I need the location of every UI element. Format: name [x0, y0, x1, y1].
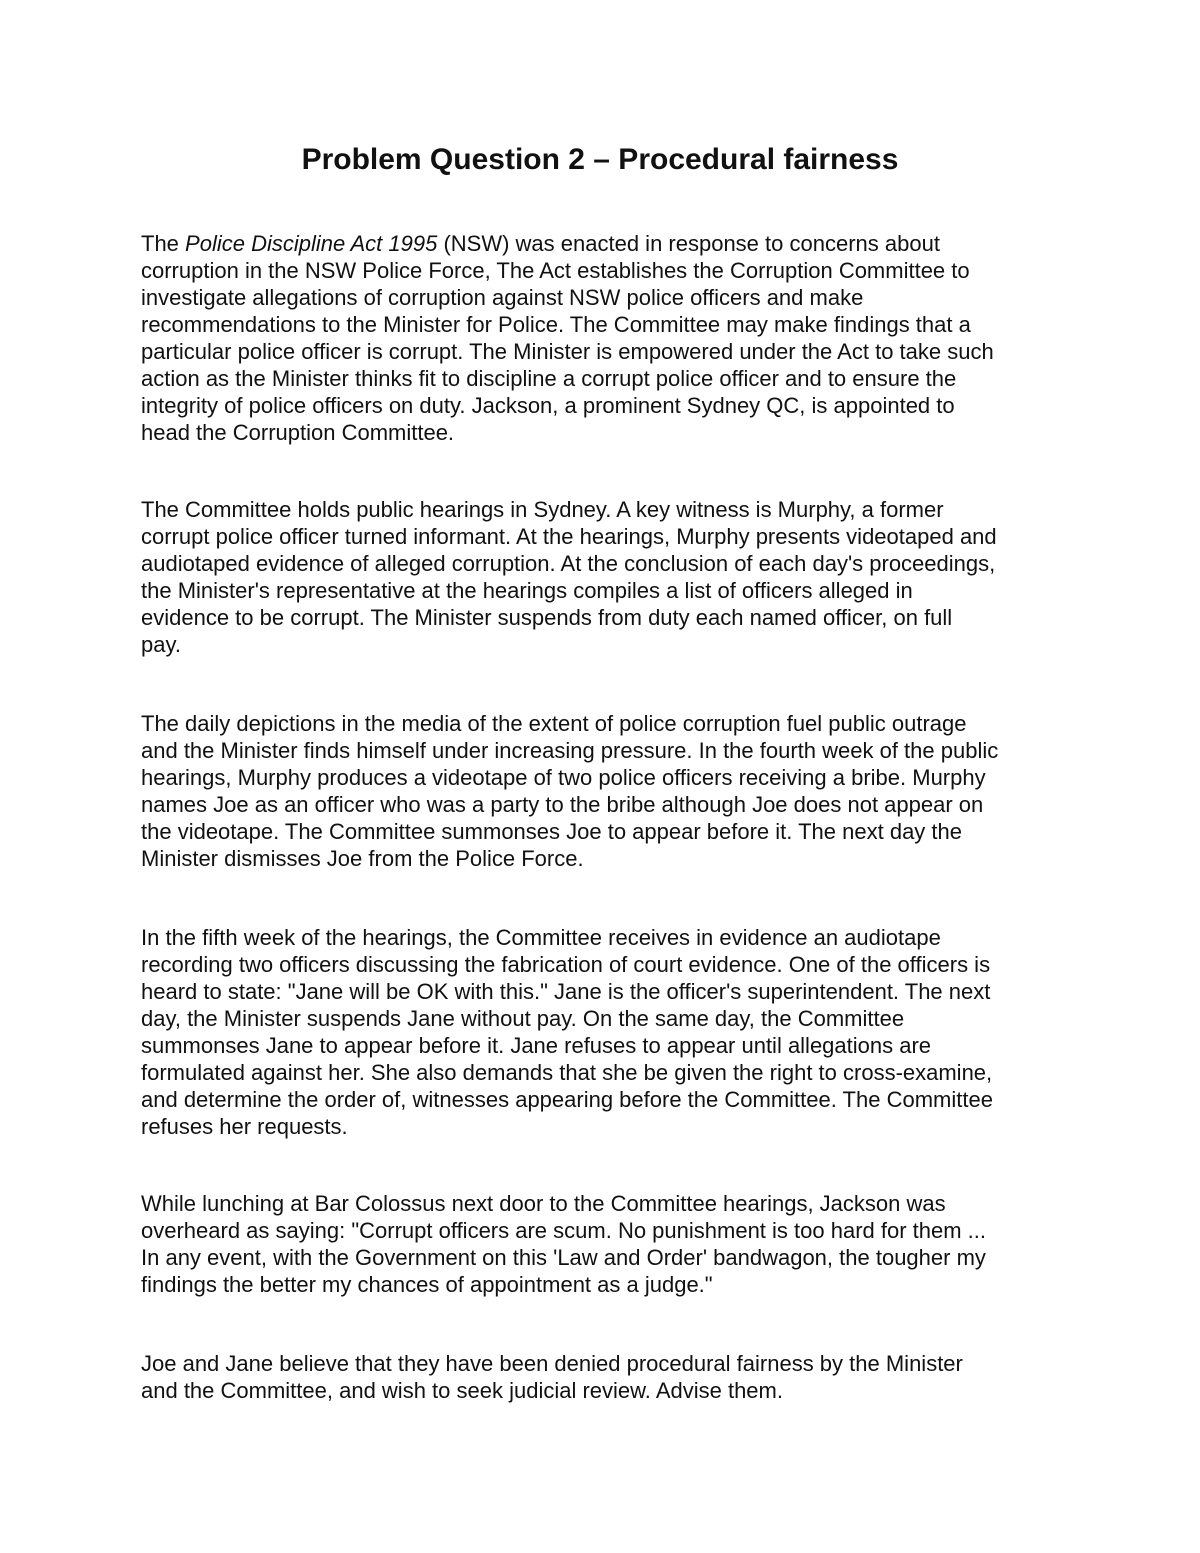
paragraph-line: formulated against her. She also demands that she be given the right to cross-examine,	[141, 1060, 993, 1085]
paragraph-line: audiotaped evidence of alleged corruption. At the conclusion of each day's proceedings,	[141, 551, 996, 576]
paragraph-line: The Committee holds public hearings in Sydney. A key witness is Murphy, a former	[141, 497, 944, 522]
paragraph-line: refuses her requests.	[141, 1114, 348, 1139]
paragraph-3	[141, 710, 1071, 872]
paragraph-line: pay.	[141, 632, 181, 657]
line-prefix: The	[141, 231, 186, 256]
paragraph-2	[141, 496, 1071, 658]
paragraph-line: day, the Minister suspends Jane without pay. On the same day, the Committee	[141, 1006, 905, 1031]
paragraph-line: and determine the order of, witnesses appearing before the Committee. The Committee	[141, 1087, 993, 1112]
paragraph-line: action as the Minister thinks fit to discipline a corrupt police officer and to ensure the	[141, 366, 957, 391]
paragraph-line: In the fifth week of the hearings, the Committee receives in evidence an audiotape	[141, 925, 941, 950]
line-suffix: (NSW) was enacted in response to concerns about	[437, 231, 940, 256]
paragraph-line: The daily depictions in the media of the extent of police corruption fuel public outrage	[141, 711, 967, 736]
paragraph-line: summonses Jane to appear before it. Jane refuses to appear until allegations are	[141, 1033, 932, 1058]
paragraph-line: overheard as saying: "Corrupt officers are scum. No punishment is too hard for them ...	[141, 1218, 987, 1243]
paragraph-line: and the Minister finds himself under increasing pressure. In the fourth week of the public	[141, 738, 999, 763]
paragraph-line: hearings, Murphy produces a videotape of two police officers receiving a bribe. Murphy	[141, 765, 986, 790]
paragraph-line: In any event, with the Government on this 'Law and Order' bandwagon, the tougher my	[141, 1245, 986, 1270]
paragraph-line: the videotape. The Committee summonses Joe to appear before it. The next day the	[141, 819, 962, 844]
paragraph-line: particular police officer is corrupt. The Minister is empowered under the Act to take such	[141, 339, 994, 364]
paragraph-4	[141, 924, 1071, 1140]
paragraph-line: the Minister's representative at the hearings compiles a list of officers alleged in	[141, 578, 913, 603]
paragraph-5	[141, 1190, 1071, 1298]
paragraph-line: recording two officers discussing the fabrication of court evidence. One of the officers is	[141, 952, 991, 977]
paragraph-line: corrupt police officer turned informant. At the hearings, Murphy presents videotaped and	[141, 524, 997, 549]
page-title: Problem Question 2 – Procedural fairness	[301, 143, 899, 176]
paragraph-6	[141, 1350, 1071, 1404]
act-title: Police Discipline Act 1995	[185, 231, 438, 256]
paragraph-line: names Joe as an officer who was a party to the bribe although Joe does not appear on	[141, 792, 984, 817]
paragraph-line: findings the better my chances of appointment as a judge."	[141, 1272, 713, 1297]
paragraph-line: investigate allegations of corruption against NSW police officers and make	[141, 285, 864, 310]
paragraph-line	[141, 230, 1071, 257]
paragraph-line: head the Corruption Committee.	[141, 420, 455, 445]
paragraph-line: evidence to be corrupt. The Minister suspends from duty each named officer, on full	[141, 605, 953, 630]
paragraph-1	[141, 230, 1071, 446]
paragraph-line: heard to state: "Jane will be OK with this." Jane is the officer's superintendent. The next	[141, 979, 991, 1004]
paragraph-line: While lunching at Bar Colossus next door to the Committee hearings, Jackson was	[141, 1191, 946, 1216]
paragraph-line: integrity of police officers on duty. Jackson, a prominent Sydney QC, is appointed to	[141, 393, 955, 418]
paragraph-line: Minister dismisses Joe from the Police Force.	[141, 846, 584, 871]
paragraph-line: and the Committee, and wish to seek judicial review. Advise them.	[141, 1378, 783, 1403]
paragraph-line: Joe and Jane believe that they have been denied procedural fairness by the Minister	[141, 1351, 963, 1376]
paragraph-line: recommendations to the Minister for Police. The Committee may make findings that a	[141, 312, 971, 337]
paragraph-line: corruption in the NSW Police Force, The Act establishes the Corruption Committee to	[141, 258, 970, 283]
